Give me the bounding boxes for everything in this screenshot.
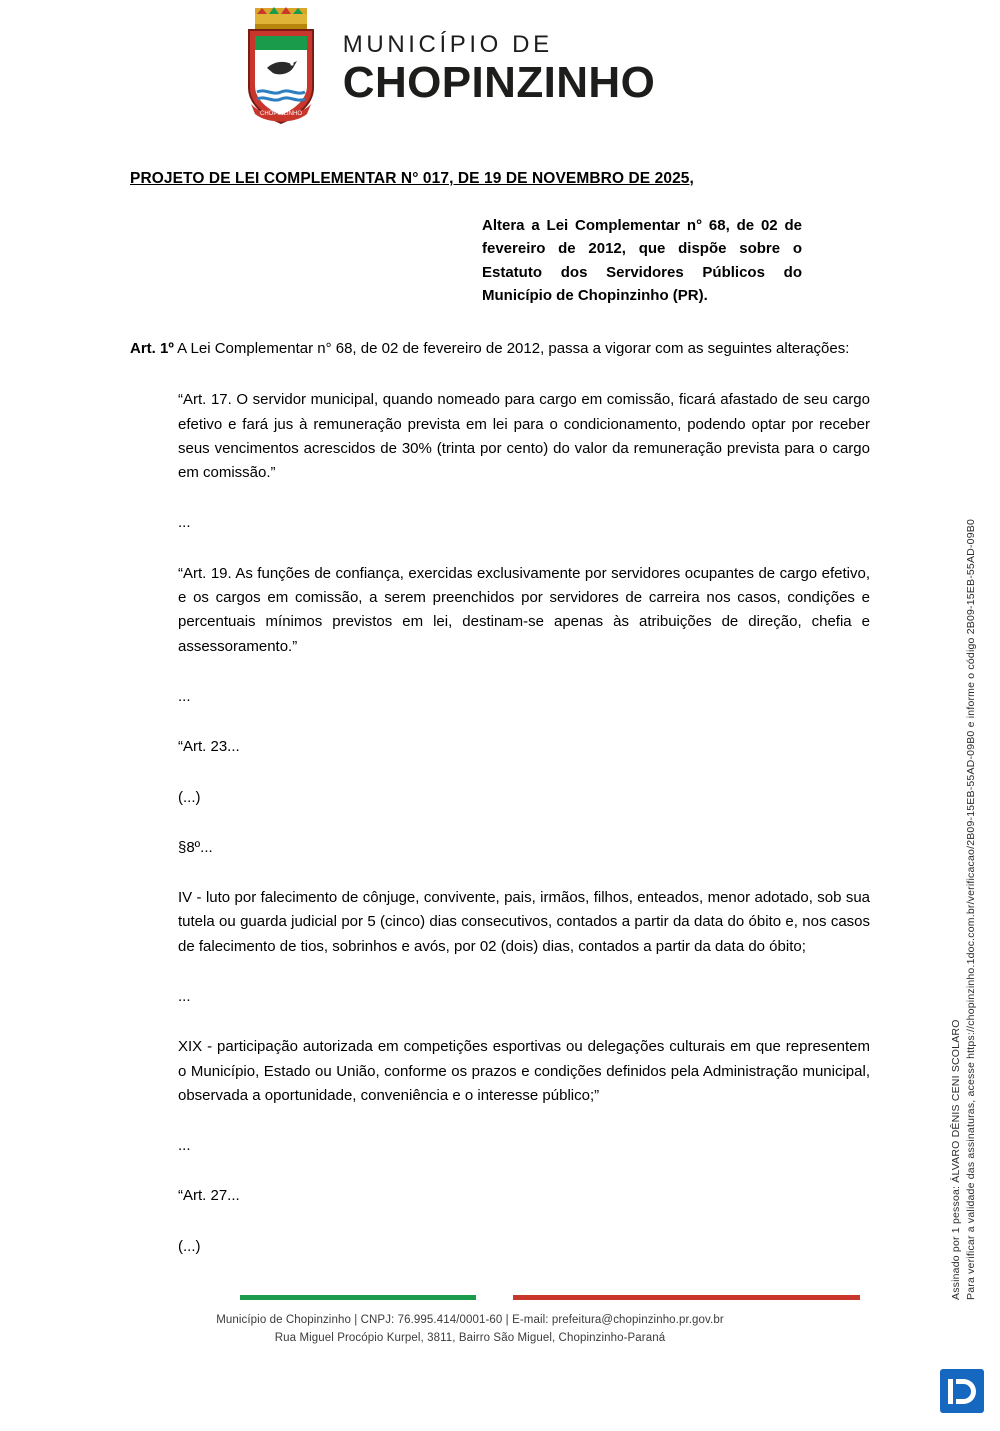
amendment-paragraph: (...) <box>178 788 201 806</box>
signature-verify-link[interactable]: Para verificar a validade das assinaturas, acesse https://chopinzinho.1doc.com.br/verificacao/2B09-15EB-55AD-09B0 e informe o código 2B09-15EB-55AD-09B0 <box>965 519 977 1300</box>
footer-line-1: Município de Chopinzinho | CNPJ: 76.995.414/0001-60 | E-mail: prefeitura@chopinzinho.pr.gov.br <box>216 1314 724 1326</box>
brand-wordmark <box>343 27 655 105</box>
brand-bottom-line: CHOPINZINHO <box>342 58 656 107</box>
document-title: PROJETO DE LEI COMPLEMENTAR N° 017, DE 19 DE NOVEMBRO DE 2025, <box>130 170 694 187</box>
amendment-paragraph: XIX - participação autorizada em competições esportivas ou delegações culturais em que representem o Município, Estado ou União, conforme os prazos e condições definidos pela Administração municipal, observada a oportunidade, conveniência e o interesse público;” <box>178 1038 870 1104</box>
amendment-paragraph: IV - luto por falecimento de cônjuge, convivente, pais, irmãos, filhos, enteados, menor adotado, sob sua tutela ou guarda judicial por 5 (cinco) dias consecutivos, contados a partir da data do óbito e, nos casos de falecimento de tios, sobrinhos e avós, por 02 (dois) dias, contados a partir da data do óbito; <box>178 889 870 955</box>
article-1-paragraph <box>130 337 870 360</box>
badge-d <box>956 1379 976 1404</box>
footer-line-2: Rua Miguel Procópio Kurpel, 3811, Bairro São Miguel, Chopinzinho-Paraná <box>274 1331 666 1344</box>
amendment-paragraph: ... <box>178 687 191 705</box>
amendment-paragraph: “Art. 17. O servidor municipal, quando nomeado para cargo em comissão, ficará afastado de seu cargo efetivo e fará jus à remuneração prevista em lei para o condicionamento, podendo optar por receber seus vencimentos acrescidos de 30% (trinta por cento) do valor da remuneração prevista para o cargo em comissão.” <box>178 391 870 482</box>
amendment-paragraph: “Art. 23... <box>178 738 240 756</box>
document-body <box>130 170 870 1285</box>
footer-divider-red <box>513 1295 860 1300</box>
article-1-text: A Lei Complementar n° 68, de 02 de fevereiro de 2012, passa a vigorar com as seguintes alterações: <box>173 340 850 357</box>
amendment-paragraph: ... <box>178 988 191 1005</box>
footer-contact <box>0 1312 940 1348</box>
signature-sidebar <box>934 0 977 1431</box>
article-1-label: Art. 1º <box>130 340 174 357</box>
brasao-icon <box>235 6 327 126</box>
document-ementa: Altera a Lei Complementar n° 68, de 02 de fevereiro de 2012, que dispõe sobre o Estatuto dos Servidores Públicos do Município de Chopinzinho (PR). <box>482 217 802 304</box>
badge-bar <box>948 1379 953 1404</box>
amendment-paragraph: ... <box>178 1137 191 1155</box>
footer-divider-gap <box>476 1295 513 1300</box>
amendment-paragraph: §8º... <box>178 838 213 856</box>
signature-signed-by: Assinado por 1 pessoa: ÁLVARO DÊNIS CENI SCOLARO <box>950 1019 962 1300</box>
amendment-paragraph: ... <box>178 514 191 532</box>
amendment-paragraph: (...) <box>178 1237 201 1255</box>
quoted-amendments <box>178 388 870 1259</box>
footer-divider-green <box>240 1295 476 1300</box>
document-header <box>0 6 1000 126</box>
onedoc-badge-icon <box>940 1369 984 1413</box>
amendment-paragraph: “Art. 19. As funções de confiança, exercidas exclusivamente por servidores ocupantes de cargo efetivo, e os cargos em comissão, a serem preenchidos por servidores de carreira nos casos, condições e percentuais mínimos previstos em lei, destinam-se apenas às atribuições de direção, chefia e assessoramento.” <box>178 564 870 655</box>
amendment-paragraph: “Art. 27... <box>178 1187 240 1205</box>
footer-divider <box>240 1295 860 1300</box>
brand-top-line: MUNICÍPIO DE <box>342 31 553 58</box>
svg-text:CHOPINZINHO: CHOPINZINHO <box>259 111 302 117</box>
